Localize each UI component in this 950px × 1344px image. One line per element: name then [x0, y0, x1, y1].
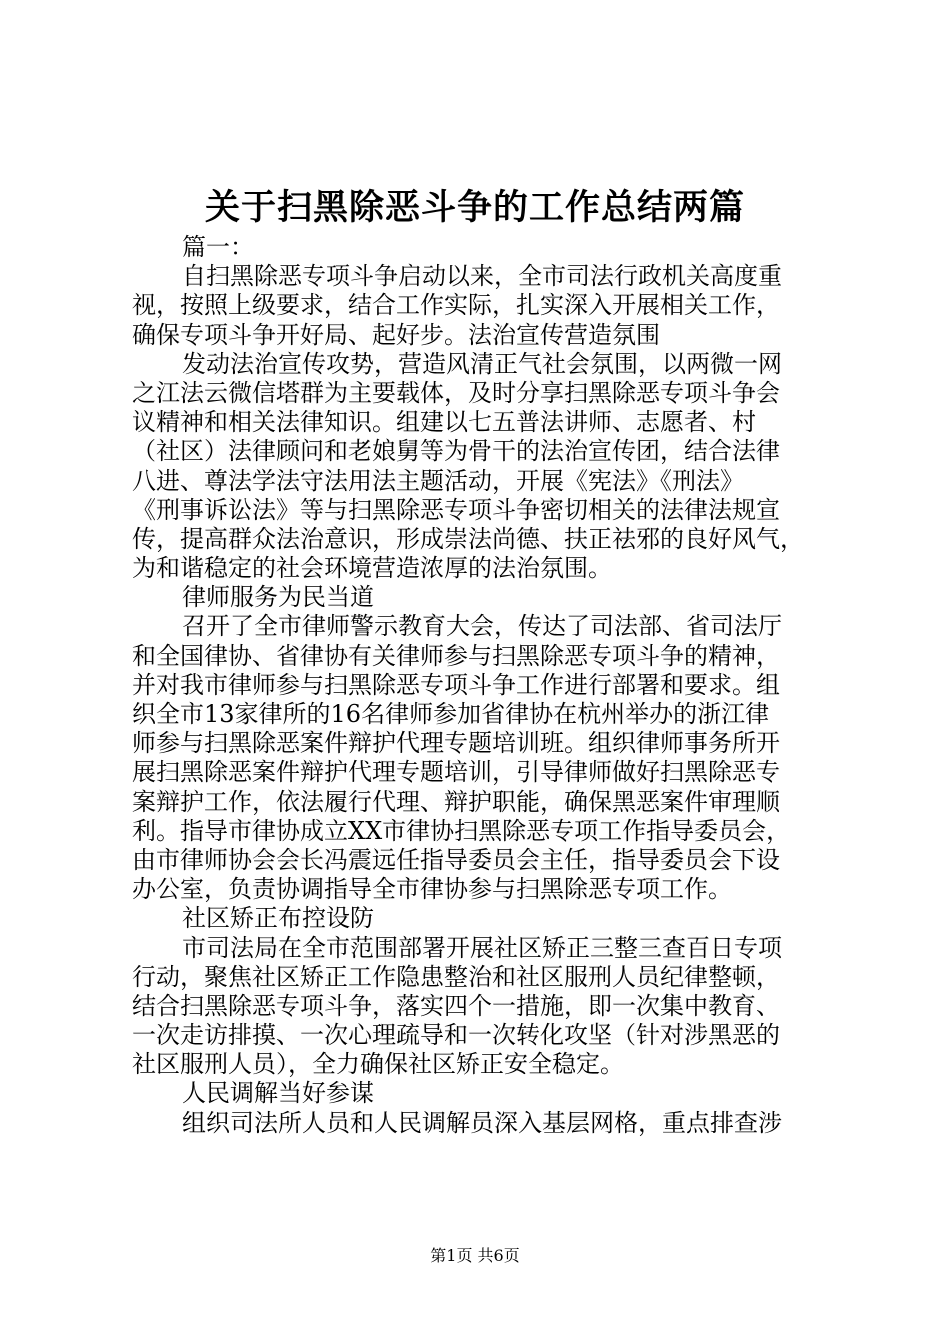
text-line: 结合扫黑除恶专项斗争，落实四个一措施，即一次集中教育、 [132, 991, 780, 1020]
text-line: 发动法治宣传攻势，营造风清正气社会氛围，以两微一网 [182, 349, 782, 378]
text-line: 《刑事诉讼法》等与扫黑除恶专项斗争密切相关的法律法规宣 [132, 495, 780, 524]
text-line: 师参与扫黑除恶案件辩护代理专题培训班。组织律师事务所开 [132, 729, 780, 758]
text-line: 办公室，负责协调指导全市律协参与扫黑除恶专项工作。 [132, 875, 732, 904]
text-line: 组织司法所人员和人民调解员深入基层网格，重点排查涉 [182, 1108, 782, 1137]
text-line: 利。指导市律协成立XX市律协扫黑除恶专项工作指导委员会， [132, 816, 791, 845]
text-line: 之江法云微信塔群为主要载体，及时分享扫黑除恶专项斗争会 [132, 378, 780, 407]
text-line: 并对我市律师参与扫黑除恶专项斗争工作进行部署和要求。组 [132, 670, 780, 699]
text-line: 议精神和相关法律知识。组建以七五普法讲师、志愿者、村 [132, 408, 756, 437]
text-line: 案辩护工作，依法履行代理、辩护职能，确保黑恶案件审理顺 [132, 787, 780, 816]
text-line: 人民调解当好参谋 [182, 1079, 374, 1108]
text-line: 展扫黑除恶案件辩护代理专题培训，引导律师做好扫黑除恶专 [132, 758, 780, 787]
document-title: 关于扫黑除恶斗争的工作总结两篇 [204, 188, 745, 228]
text-line: 社区服刑人员），全力确保社区矫正安全稳定。 [132, 1050, 624, 1079]
text-line: 自扫黑除恶专项斗争启动以来，全市司法行政机关高度重 [182, 262, 782, 291]
text-line: 行动，聚焦社区矫正工作隐患整治和社区服刑人员纪律整顿， [132, 962, 780, 991]
text-line: 为和谐稳定的社会环境营造浓厚的法治氛围。 [132, 554, 612, 583]
text-line: 传，提高群众法治意识，形成崇法尚德、扶正祛邪的良好风气， [132, 524, 804, 553]
text-line: （社区）法律顾问和老娘舅等为骨干的法治宣传团，结合法律 [132, 437, 780, 466]
text-line: 律师服务为民当道 [182, 583, 374, 612]
text-line: 八进、尊法学法守法用法主题活动，开展《宪法》《刑法》 [132, 466, 744, 495]
text-line: 确保专项斗争开好局、起好步。法治宣传营造氛围 [132, 320, 660, 349]
document-body [132, 233, 832, 1138]
text-line: 市司法局在全市范围部署开展社区矫正三整三查百日专项 [182, 933, 782, 962]
text-line: 召开了全市律师警示教育大会，传达了司法部、省司法厅 [182, 612, 782, 641]
text-line: 由市律师协会会长冯震远任指导委员会主任，指导委员会下设 [132, 845, 780, 874]
page-number-footer: 第1页 共6页 [430, 1246, 520, 1265]
text-line: 一次走访排摸、一次心理疏导和一次转化攻坚（针对涉黑恶的 [132, 1021, 780, 1050]
text-line: 和全国律协、省律协有关律师参与扫黑除恶专项斗争的精神， [132, 641, 780, 670]
text-line: 社区矫正布控设防 [182, 904, 374, 933]
text-line: 织全市13家律所的16名律师参加省律协在杭州举办的浙江律 [132, 700, 770, 728]
text-line: 视，按照上级要求，结合工作实际，扎实深入开展相关工作， [132, 291, 780, 320]
text-line: 篇一： [182, 233, 254, 261]
